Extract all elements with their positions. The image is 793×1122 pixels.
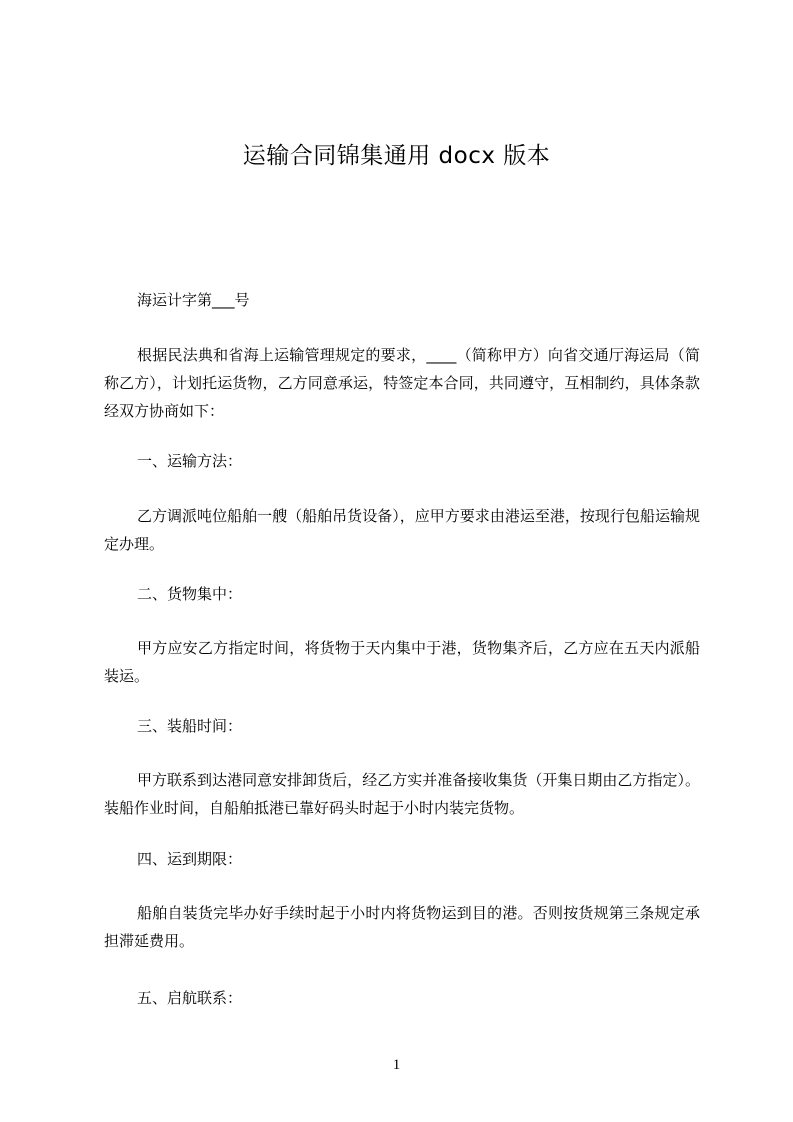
section-heading-loading-time: 三、装船时间： bbox=[137, 717, 243, 735]
section-body-transport-method: 乙方调派吨位船舶一艘（船舶吊货设备），应甲方要求由港运至港，按现行包船运输规定办理。 bbox=[104, 507, 700, 553]
section-heading-departure-contact: 五、启航联系： bbox=[137, 989, 243, 1007]
page-number: 1 bbox=[392, 1057, 401, 1073]
section-heading-delivery-period: 四、运到期限： bbox=[137, 850, 243, 868]
section-heading-transport-method: 一、运输方法： bbox=[137, 452, 243, 470]
section-body-delivery-period: 船舶自装货完毕办好手续时起于小时内将货物运到目的港。否则按货规第三条规定承担滞延费用。 bbox=[104, 904, 700, 950]
reference-line: 海运计字第___号 bbox=[137, 291, 250, 309]
section-body-cargo-assembly: 甲方应安乙方指定时间，将货物于天内集中于港，货物集齐后，乙方应在五天内派船装运。 bbox=[104, 639, 700, 685]
document-title: 运输合同锦集通用 docx 版本 bbox=[242, 143, 551, 169]
section-body-loading-time: 甲方联系到达港同意安排卸货后，经乙方实并准备接收集货（开集日期由乙方指定）。装船作业时间，自船舶抵港已靠好码头时起于小时内装完货物。 bbox=[104, 771, 700, 817]
section-heading-cargo-assembly: 二、货物集中： bbox=[137, 585, 243, 603]
intro-paragraph: 根据民法典和省海上运输管理规定的要求，____（简称甲方）向省交通厅海运局（简称乙方），计划托运货物，乙方同意承运，特签定本合同，共同遵守，互相制约，具体条款经双方协商如下： bbox=[104, 346, 700, 420]
